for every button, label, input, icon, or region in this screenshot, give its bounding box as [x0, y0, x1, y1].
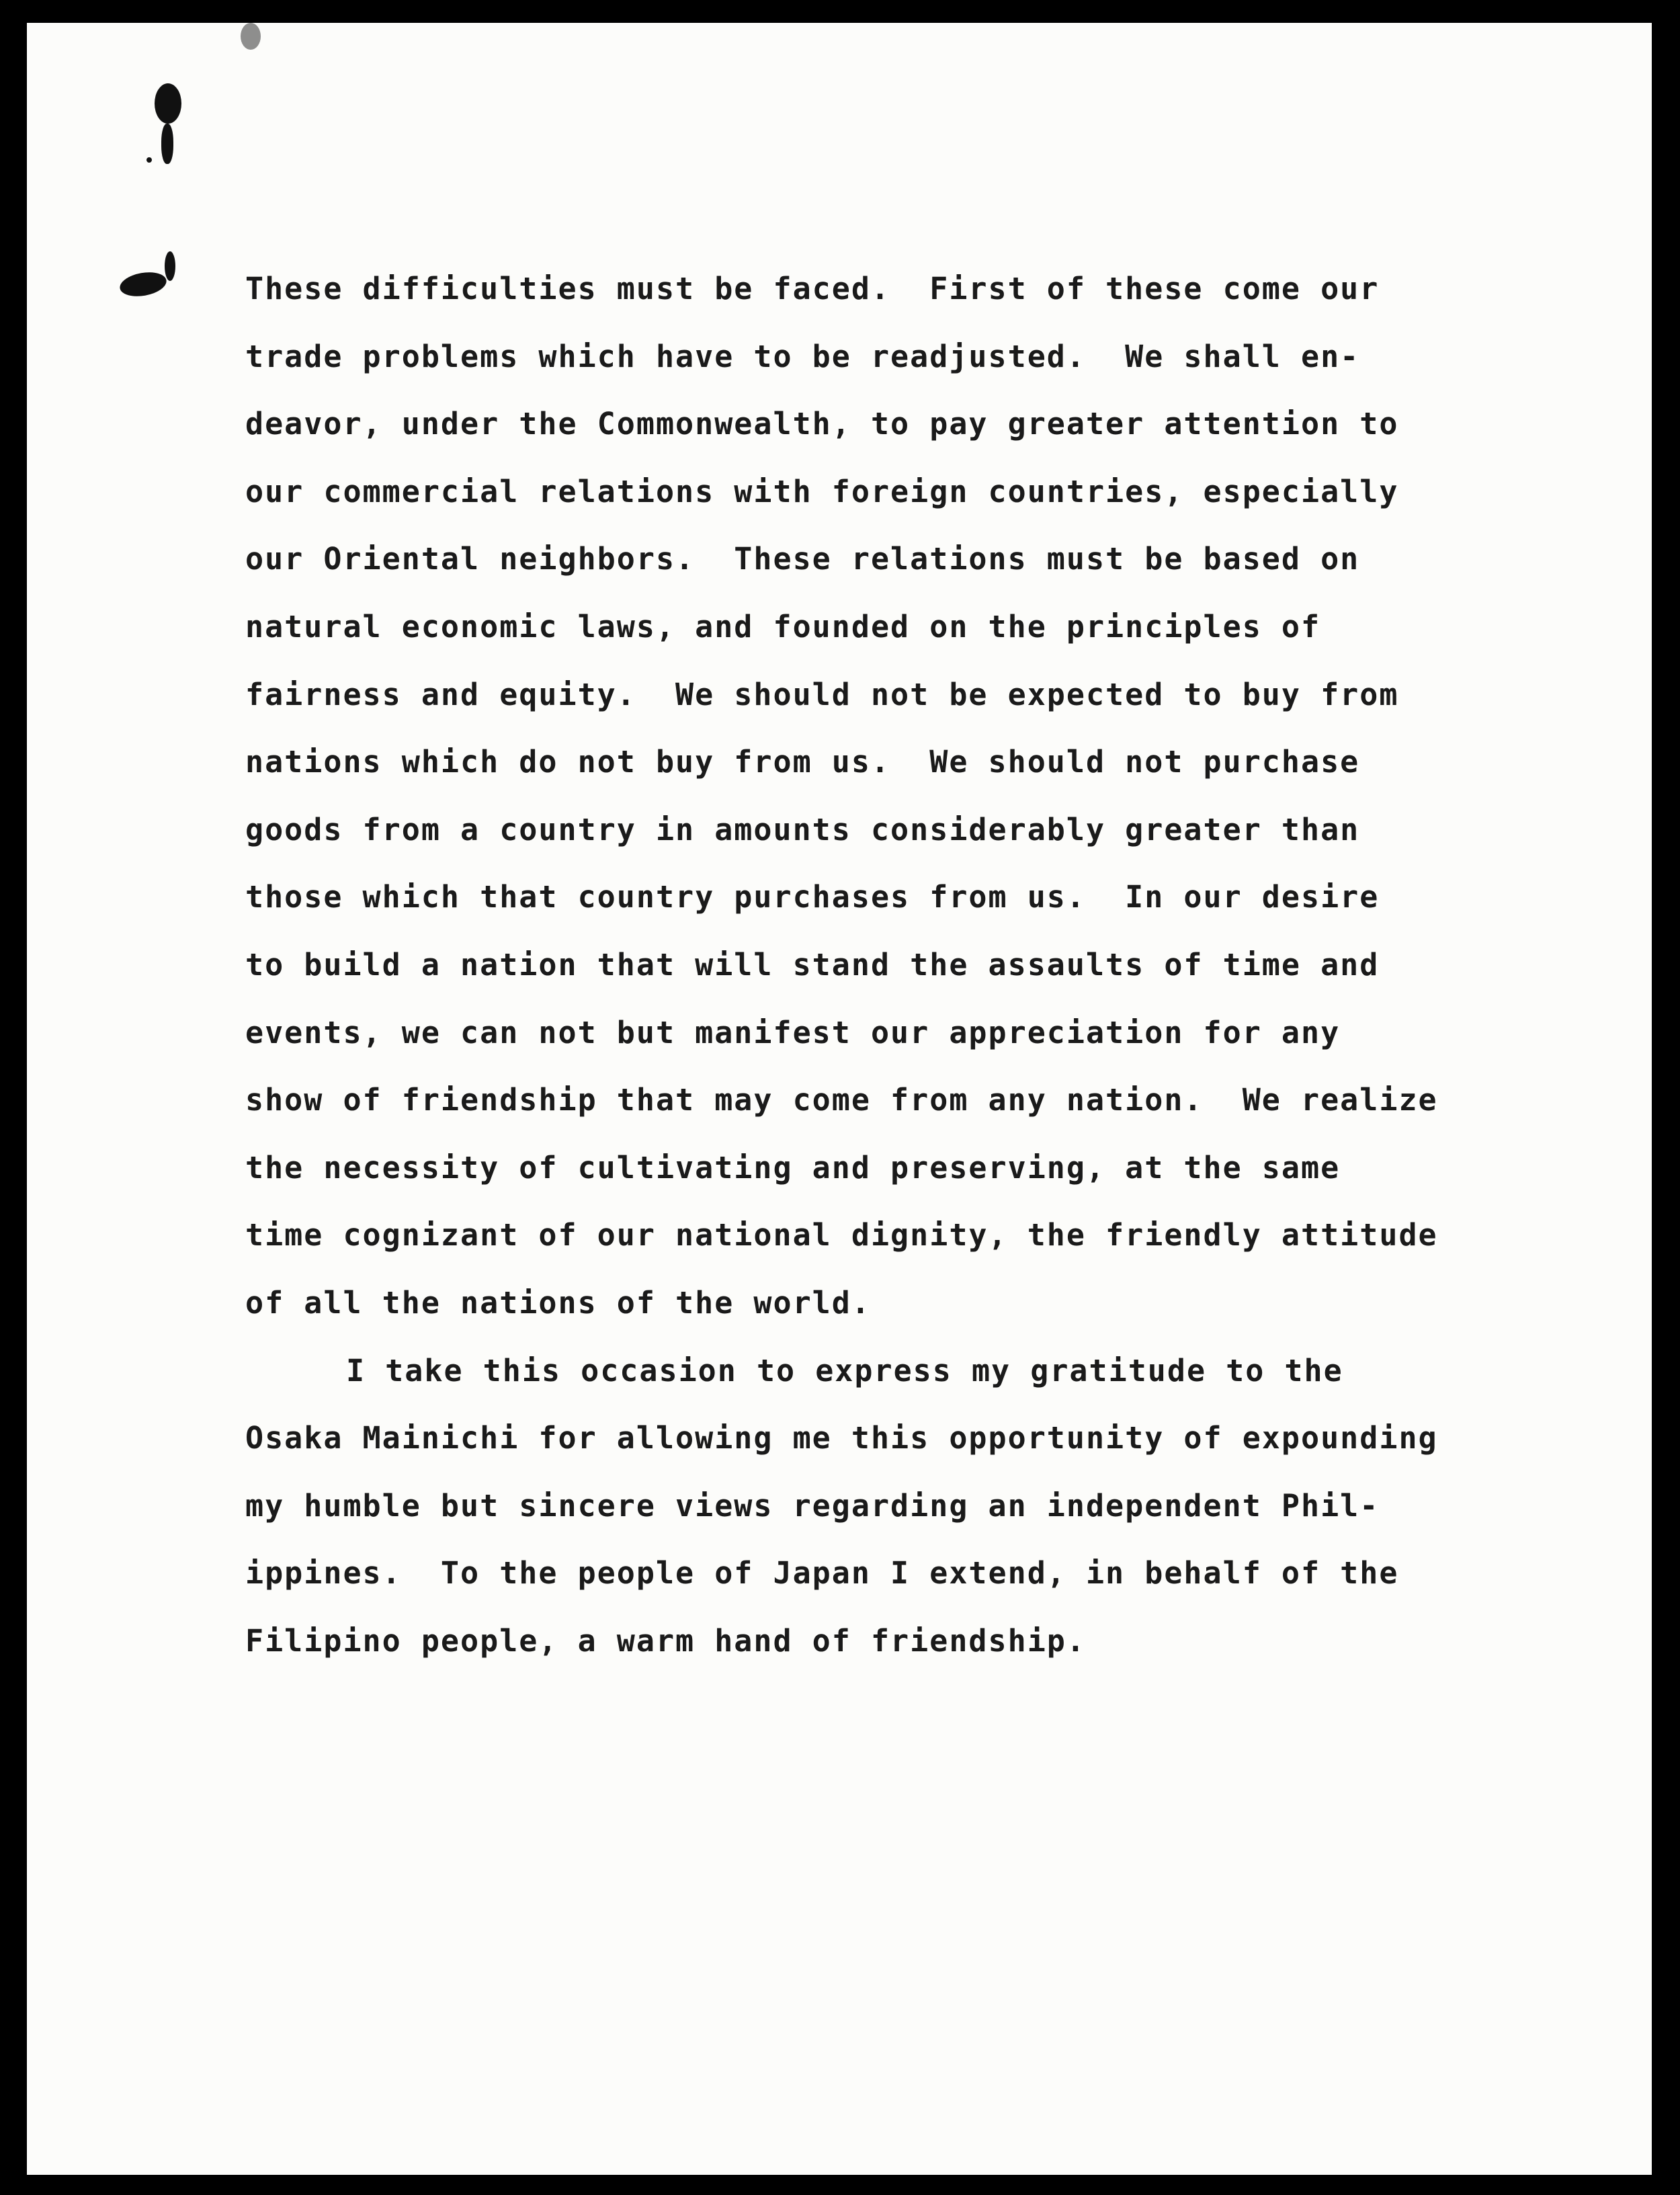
text-line: our Oriental neighbors. These relations must be based on: [245, 541, 1360, 577]
text-line: to build a nation that will stand the assaults of time and: [245, 946, 1380, 983]
text-line: Osaka Mainichi for allowing me this opportunity of expounding: [245, 1420, 1438, 1456]
text-line: fairness and equity. We should not be expected to buy from: [245, 676, 1399, 712]
text-line: natural economic laws, and founded on the principles of: [245, 608, 1321, 645]
ink-smudge: [118, 269, 169, 300]
text-line: ippines. To the people of Japan I extend, in behalf of the: [245, 1555, 1399, 1591]
ink-smudge: [155, 83, 181, 124]
paragraph-2: [245, 1337, 1522, 1675]
text-line: our commercial relations with foreign countries, especially: [245, 473, 1399, 509]
ink-smudge: [146, 157, 152, 163]
text-line: my humble but sincere views regarding an independent Phil-: [245, 1487, 1380, 1524]
text-line: goods from a country in amounts considerably greater than: [245, 811, 1360, 847]
ink-smudge: [161, 124, 173, 164]
text-line: time cognizant of our national dignity, the friendly attitude: [245, 1217, 1438, 1253]
ink-smudge: [241, 23, 261, 50]
text-line: deavor, under the Commonwealth, to pay greater attention to: [245, 406, 1399, 442]
text-line: show of friendship that may come from any nation. We realize: [245, 1082, 1438, 1118]
text-line: the necessity of cultivating and preserving, at the same: [245, 1149, 1341, 1186]
text-line: those which that country purchases from us. In our desire: [245, 879, 1380, 915]
text-line: events, we can not but manifest our appreciation for any: [245, 1014, 1341, 1050]
text-line: nations which do not buy from us. We should not purchase: [245, 744, 1360, 780]
text-line: I take this occasion to express my gratitude to the: [346, 1352, 1343, 1389]
text-line: of all the nations of the world.: [245, 1284, 871, 1321]
ink-smudge: [165, 251, 175, 281]
paragraph-1: [245, 255, 1522, 1337]
text-line: trade problems which have to be readjusted. We shall en-: [245, 338, 1360, 374]
text-line: These difficulties must be faced. First of these come our: [245, 271, 1380, 306]
text-line: Filipino people, a warm hand of friendship.: [245, 1622, 1086, 1659]
body-text: [245, 255, 1522, 1675]
